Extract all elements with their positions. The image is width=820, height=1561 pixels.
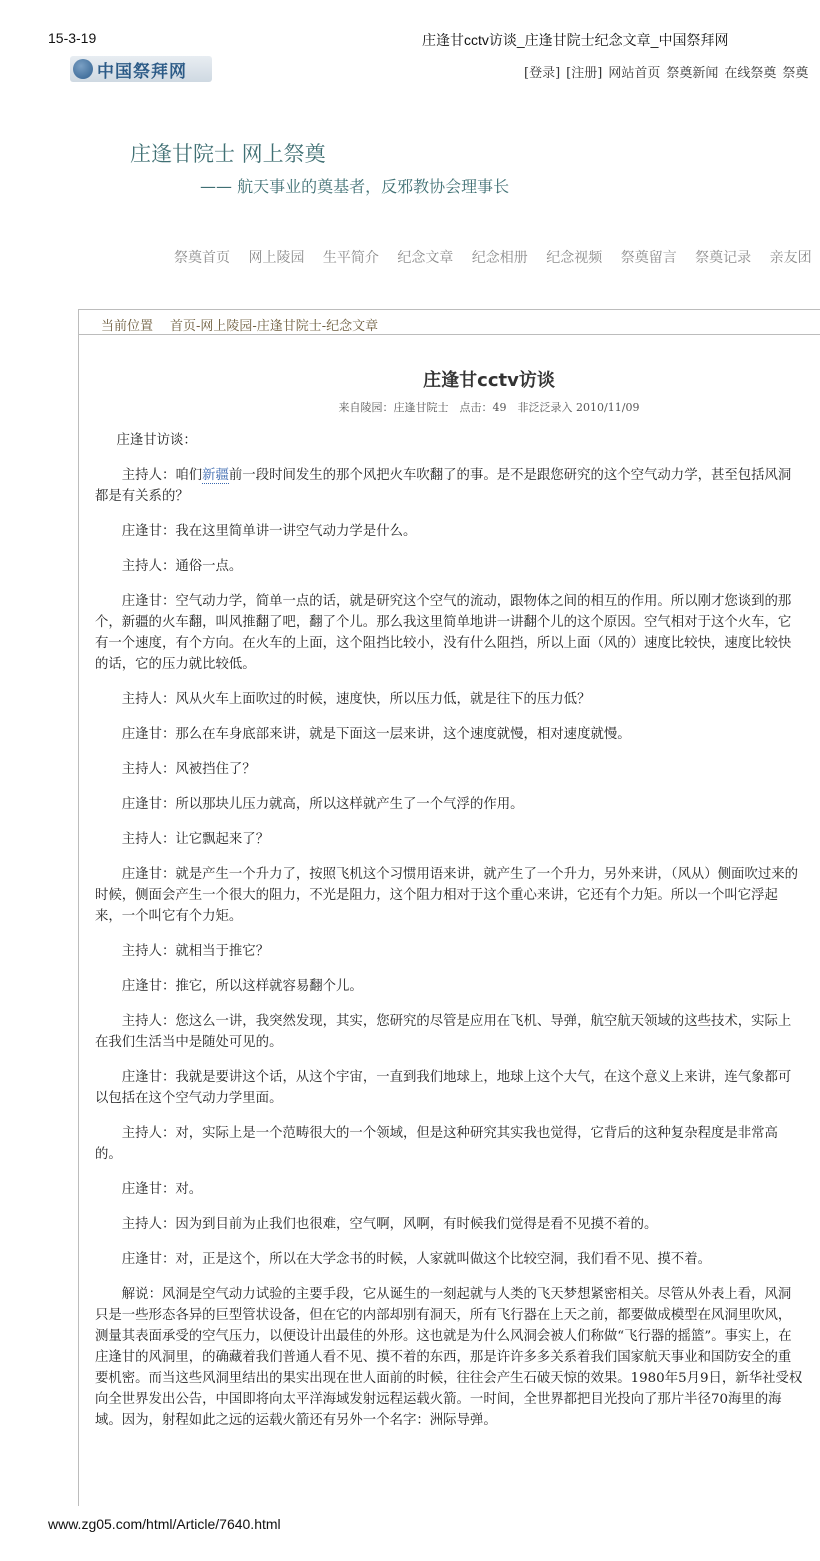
- article-paragraph: 庄逢甘：对。: [121, 1182, 203, 1197]
- article-title: 庄逢甘cctv访谈: [423, 370, 555, 391]
- article-paragraph: 主持人：对，实际上是一个范畴很大的一个领域，但是这种研究其实我也觉得，它背后的这种复杂程度是非常高的。: [95, 1126, 778, 1162]
- article-paragraph: 主持人：您这么一讲，我突然发现，其实，您研究的尽管是应用在飞机、导弹，航空航天领域的这些技术，实际上在我们生活当中是随处可见的。: [95, 1014, 792, 1050]
- register-link[interactable]: [注册]: [566, 66, 603, 81]
- nav-album[interactable]: 纪念相册: [471, 250, 528, 266]
- article-paragraph: 解说：风洞是空气动力试验的主要手段，它从诞生的一刻起就与人类的飞天梦想紧密相关。尽管从外表上看，风洞只是一些形态各异的巨型管状设备，但在它的内部却别有洞天，所有飞行器在上天之前，都要做成模型在风洞里吹风，测量其表面承受的空气压力，以便设计出最佳的外形。这也就是为什么风洞会被人们称做“飞行器的摇篮”。事实上，在庄逢甘的风洞里，的确藏着我们普通人看不见、摸不着的东西，那是许许多多关系着我们国家航天事业和国防安全的重要机密。而当这些风洞里结出的果实出现在世人面前的时候，往往会产生石破天惊的效果。1980年5月9日，新华社受权向全世界发出公告，中国即将向太平洋海域发射远程运载火箭。一时间，全世界都把目光投向了那片半径70海里的海域。因为，射程如此之远的运载火箭还有另外一个名字：洲际导弹。: [95, 1287, 803, 1428]
- logo-emblem-icon: [73, 59, 93, 79]
- article-paragraph: 庄逢甘：我就是要讲这个话，从这个宇宙，一直到我们地球上，地球上这个大气，在这个意义上来讲，连气象都可以包括在这个空气动力学里面。: [95, 1070, 792, 1106]
- article-paragraph: 庄逢甘：所以那块儿压力就高，所以这样就产生了一个气浮的作用。: [121, 797, 524, 812]
- topnav-news-link[interactable]: 祭奠新闻: [666, 66, 719, 81]
- article-paragraph: 主持人：通俗一点。: [121, 559, 243, 574]
- print-page-title: 庄逢甘cctv访谈_庄逢甘院士纪念文章_中国祭拜网: [422, 32, 729, 48]
- breadcrumb-path[interactable]: 首页-网上陵园-庄逢甘院士-纪念文章: [170, 319, 379, 334]
- article-body: [95, 430, 803, 1445]
- breadcrumb-label: 当前位置: [101, 319, 154, 334]
- article-paragraph: 庄逢甘：就是产生一个升力了，按照飞机这个习惯用语来讲，就产生了一个升力，另外来讲，（风从）侧面吹过来的时候，侧面会产生一个很大的阻力，不光是阻力，这个阻力相对于这个重心来讲，它还有个力矩。所以一个叫它浮起来，一个叫它有个力矩。: [95, 867, 799, 924]
- nav-video[interactable]: 纪念视频: [546, 250, 603, 266]
- topnav-online-memorial-link[interactable]: 在线祭奠: [724, 66, 777, 81]
- nav-family[interactable]: 亲友团: [769, 250, 812, 266]
- topnav-home-link[interactable]: 网站首页: [608, 66, 661, 81]
- print-header: [0, 30, 820, 50]
- site-logo[interactable]: [70, 56, 212, 82]
- paragraph-text: 主持人：咱们: [121, 468, 203, 483]
- memorial-title: 庄逢甘院士 网上祭奠: [130, 142, 326, 166]
- login-link[interactable]: [登录]: [524, 66, 561, 81]
- nav-memorial-home[interactable]: 祭奠首页: [174, 250, 230, 266]
- nav-biography[interactable]: 生平简介: [322, 250, 379, 266]
- nav-records[interactable]: 祭奠记录: [695, 250, 752, 266]
- article-paragraph: 主持人：风从火车上面吹过的时候，速度快，所以压力低，就是往下的压力低？: [121, 692, 591, 707]
- topnav-memorial-link[interactable]: 祭奠: [782, 66, 809, 81]
- article-paragraph: 庄逢甘：空气动力学，简单一点的话，就是研究这个空气的流动，跟物体之间的相互的作用。所以刚才您谈到的那个，新疆的火车翻，叫风推翻了吧，翻了个儿。那么我这里简单地讲一讲翻个儿的这个原因。空气相对于这个火车，它有一个速度，有个方向。在火车的上面，这个阻挡比较小，没有什么阻挡，所以上面（风的）速度比较快，速度比较快的话，它的压力就比较低。: [95, 594, 792, 672]
- print-date: 15-3-19: [48, 30, 97, 46]
- article-paragraph: 主持人：风被挡住了？: [121, 762, 256, 777]
- article-paragraph: 主持人：让它飘起来了？: [121, 832, 270, 847]
- nav-articles[interactable]: 纪念文章: [397, 250, 454, 266]
- breadcrumb: [79, 310, 820, 335]
- memorial-navigation: [174, 247, 820, 267]
- article-paragraph: 主持人：就相当于推它？: [121, 944, 270, 959]
- nav-messages[interactable]: 祭奠留言: [620, 250, 677, 266]
- article-paragraph: 庄逢甘：推它，所以这样就容易翻个儿。: [121, 979, 363, 994]
- article-paragraph: [95, 465, 803, 507]
- paragraph-text: 前一段时间发生的那个风把火车吹翻了的事。是不是跟您研究的这个空气动力学，甚至包括风洞都是有关系的？: [95, 468, 792, 504]
- memorial-subtitle: —— 航天事业的奠基者，反邪教协会理事长: [200, 177, 510, 196]
- content-frame: [78, 309, 820, 1506]
- article-paragraph: 庄逢甘：那么在车身底部来讲，就是下面这一层来讲，这个速度就慢，相对速度就慢。: [121, 727, 631, 742]
- print-footer-url: www.zg05.com/html/Article/7640.html: [48, 1516, 281, 1532]
- logo-text: 中国祭拜网: [97, 61, 187, 82]
- nav-cemetery[interactable]: 网上陵园: [248, 250, 305, 266]
- article-intro: 庄逢甘访谈：: [116, 433, 197, 448]
- article-paragraph: 庄逢甘：我在这里简单讲一讲空气动力学是什么。: [121, 524, 417, 539]
- article-paragraph: 庄逢甘：对，正是这个，所以在大学念书的时候，人家就叫做这个比较空洞，我们看不见、摸不着。: [121, 1252, 711, 1267]
- article-paragraph: 主持人：因为到目前为止我们也很难，空气啊，风啊，有时候我们觉得是看不见摸不着的。: [121, 1217, 658, 1232]
- top-navigation: [524, 62, 814, 81]
- article-meta: 来自陵园：庄逢甘院士 点击：49 非泛泛录入 2010/11/09: [338, 401, 640, 414]
- xinjiang-link[interactable]: 新疆: [202, 468, 229, 483]
